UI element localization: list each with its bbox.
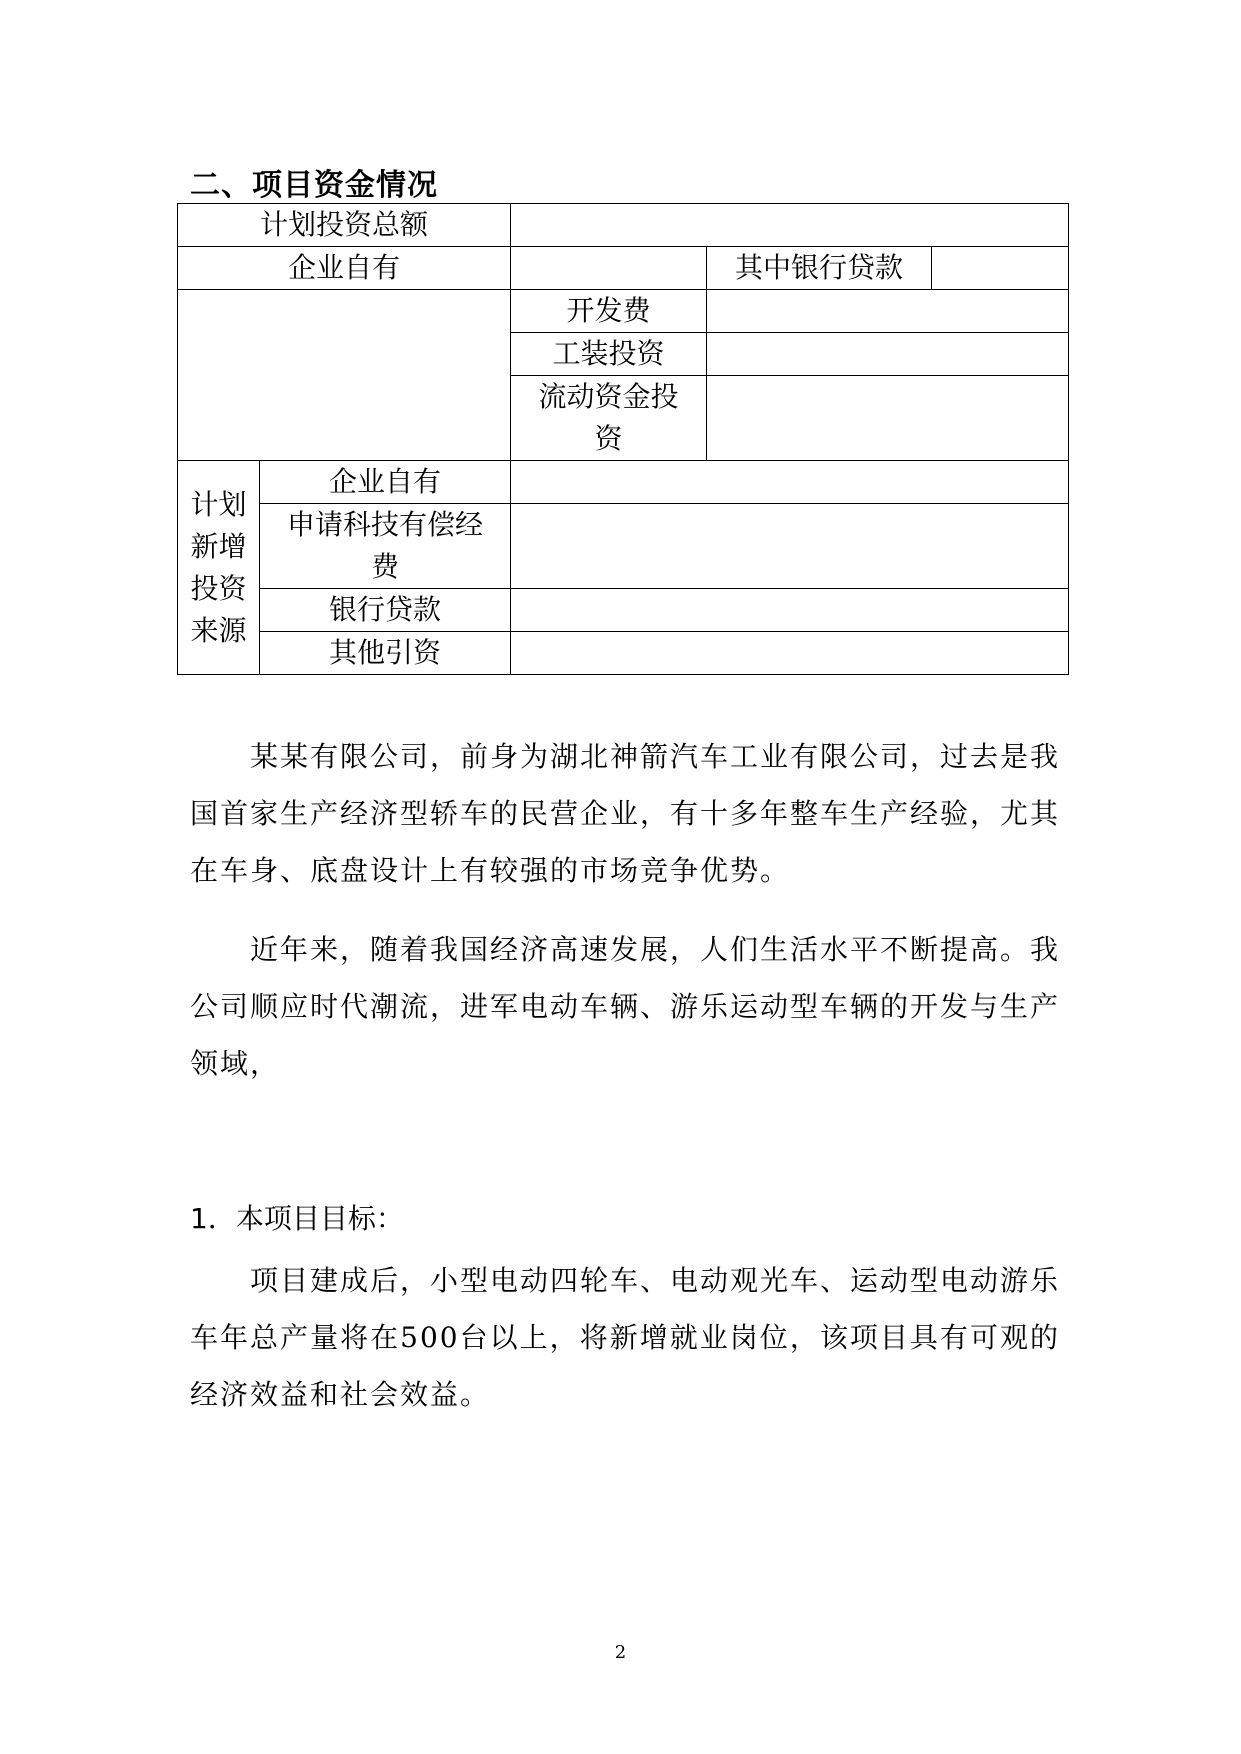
blank-merged-cell — [178, 290, 511, 461]
new-bank-loan-label: 银行贷款 — [260, 589, 511, 632]
company-development-paragraph: 近年来，随着我国经济高速发展，人们生活水平不断提高。我公司顺应时代潮流，进军电动车辆、游乐运动型车辆的开发与生产领域， — [190, 933, 1061, 1080]
tooling-investment-label: 工装投资 — [511, 333, 707, 376]
project-goal-heading: 1．本项目目标： — [190, 1202, 404, 1235]
self-owned-value — [511, 247, 707, 290]
total-investment-label: 计划投资总额 — [178, 204, 511, 247]
funding-table — [177, 203, 1069, 675]
total-investment-value — [511, 204, 1069, 247]
tech-fund-label: 申请科技有偿经费 — [260, 504, 511, 589]
bank-loan-value — [932, 247, 1069, 290]
bank-loan-label: 其中银行贷款 — [707, 247, 932, 290]
section-heading: 二、项目资金情况 — [190, 168, 438, 203]
tooling-investment-value — [707, 333, 1069, 376]
dev-fee-label: 开发费 — [511, 290, 707, 333]
working-capital-label: 流动资金投资 — [511, 376, 707, 461]
project-goal-paragraph: 项目建成后，小型电动四轮车、电动观光车、运动型电动游乐车年总产量将在500台以上，将新增就业岗位，该项目具有可观的经济效益和社会效益。 — [190, 1264, 1061, 1411]
dev-fee-value — [707, 290, 1069, 333]
new-bank-loan-value — [511, 589, 1069, 632]
new-investment-source-label: 计划新增投资来源 — [178, 461, 260, 675]
other-funding-value — [511, 632, 1069, 675]
working-capital-value — [707, 376, 1069, 461]
tech-fund-value — [511, 504, 1069, 589]
other-funding-label: 其他引资 — [260, 632, 511, 675]
page-number: 2 — [614, 1642, 627, 1663]
self-owned-label: 企业自有 — [178, 247, 511, 290]
new-self-owned-label: 企业自有 — [260, 461, 511, 504]
company-intro-paragraph: 某某有限公司，前身为湖北神箭汽车工业有限公司，过去是我国首家生产经济型轿车的民营企业，有十多年整车生产经验，尤其在车身、底盘设计上有较强的市场竞争优势。 — [190, 740, 1061, 887]
new-self-owned-value — [511, 461, 1069, 504]
